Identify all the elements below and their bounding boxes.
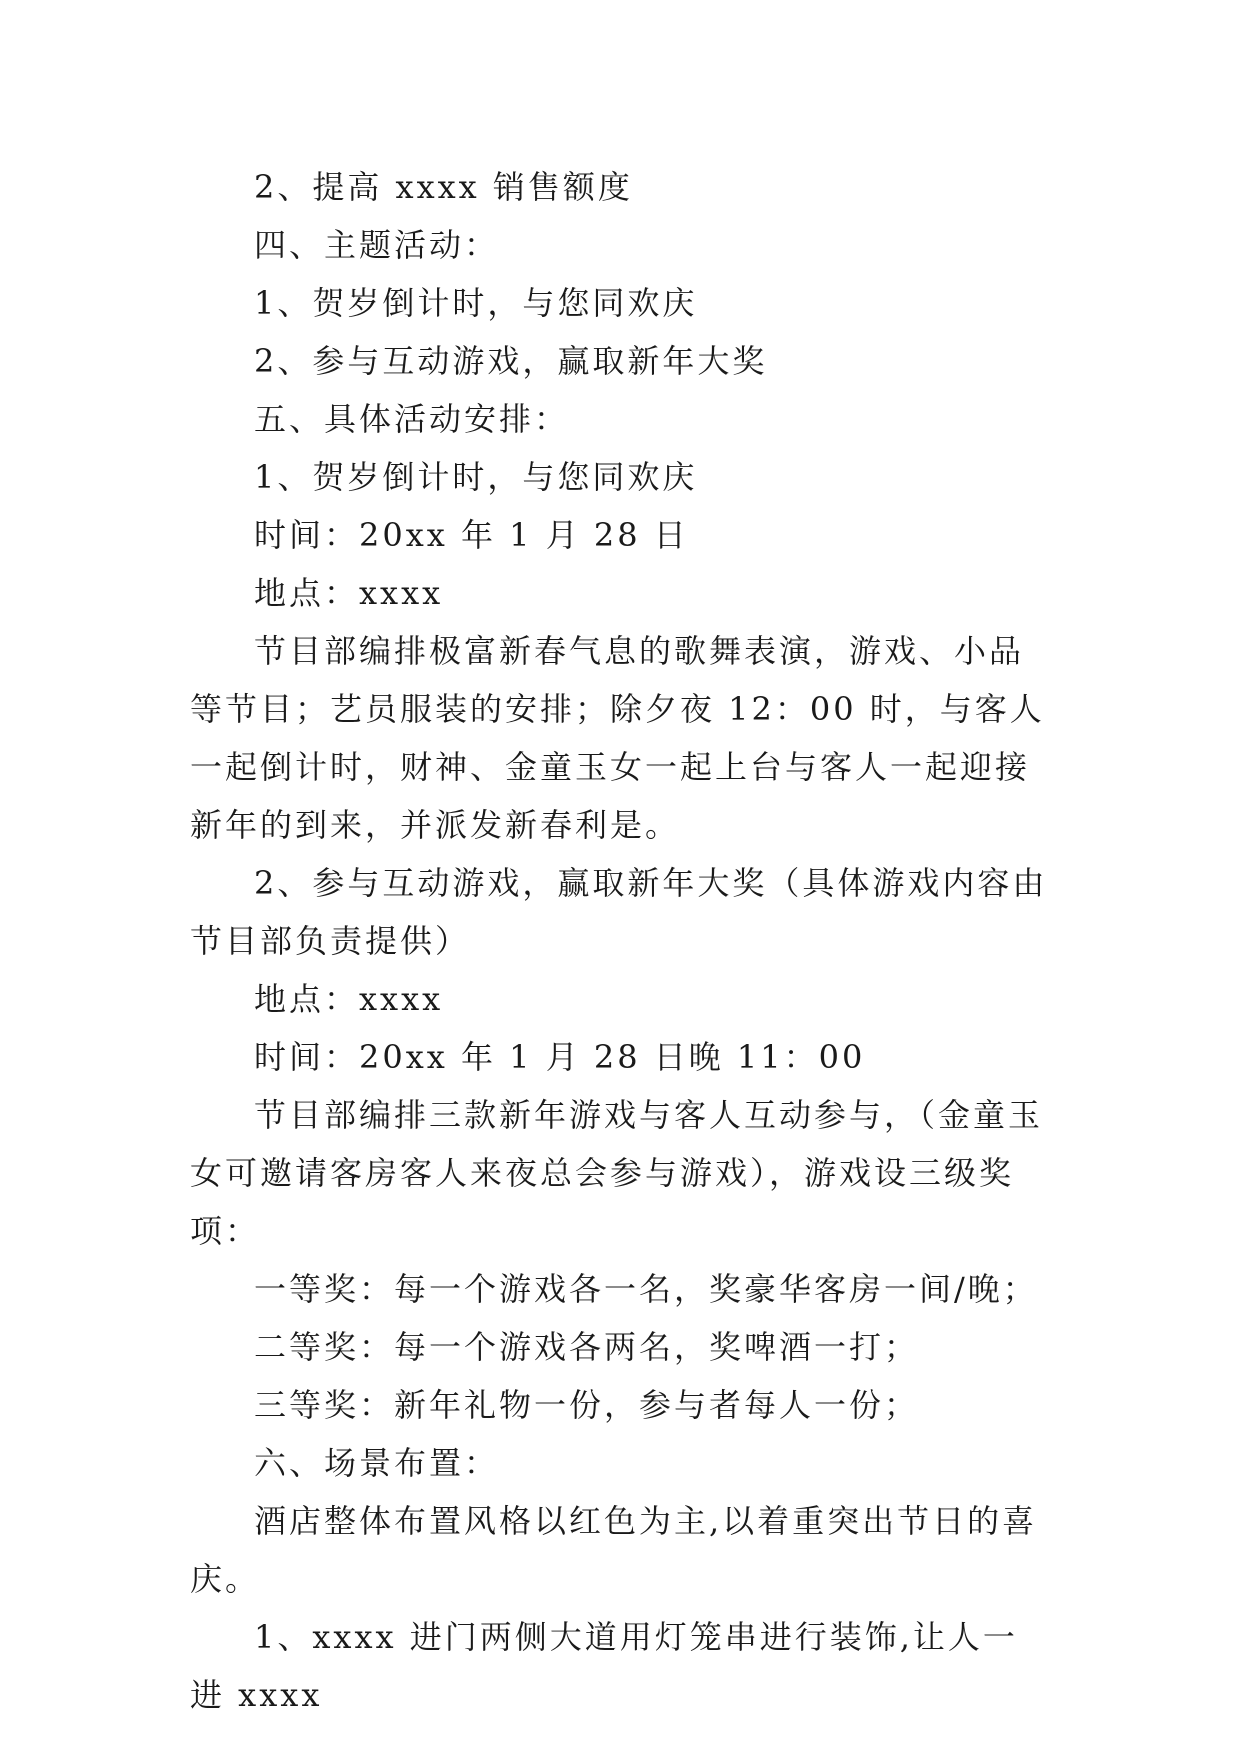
- paragraph: 节目部编排极富新春气息的歌舞表演，游戏、小品等节目；艺员服装的安排；除夕夜 12：00 时，与客人一起倒计时，财神、金童玉女一起上台与客人一起迎接新年的到来，并派发新春利是。: [190, 632, 1045, 844]
- paragraph: 三等奖：新年礼物一份，参与者每人一份；: [254, 1386, 920, 1424]
- paragraph: 2、参与互动游戏，赢取新年大奖（具体游戏内容由节目部负责提供）: [190, 864, 1048, 960]
- paragraph: 地点：xxxx: [254, 980, 444, 1018]
- paragraph: 1、贺岁倒计时，与您同欢庆: [254, 284, 698, 322]
- paragraph: 2、提高 xxxx 销售额度: [254, 168, 633, 206]
- paragraph: 1、贺岁倒计时，与您同欢庆: [254, 458, 698, 496]
- paragraph: 节目部编排三款新年游戏与客人互动参与，（金童玉女可邀请客房客人来夜总会参与游戏），游戏设三级奖项：: [190, 1096, 1044, 1250]
- paragraph: 时间：20xx 年 1 月 28 日: [254, 516, 689, 554]
- section-heading: 五、具体活动安排：: [254, 400, 570, 438]
- section-heading: 六、场景布置：: [254, 1444, 500, 1482]
- document-body: [190, 158, 1050, 1724]
- paragraph: 一等奖：每一个游戏各一名，奖豪华客房一间/晚；: [254, 1270, 1038, 1308]
- paragraph: 酒店整体布置风格以红色为主,以着重突出节日的喜庆。: [190, 1502, 1038, 1598]
- paragraph: 地点：xxxx: [254, 574, 444, 612]
- section-heading: 四、主题活动：: [254, 226, 500, 264]
- paragraph: 1、xxxx 进门两侧大道用灯笼串进行装饰,让人一进 xxxx: [190, 1618, 1018, 1714]
- paragraph: 二等奖：每一个游戏各两名，奖啤酒一打；: [254, 1328, 920, 1366]
- paragraph: 时间：20xx 年 1 月 28 日晚 11：00: [254, 1038, 866, 1076]
- paragraph: 2、参与互动游戏，赢取新年大奖: [254, 342, 768, 380]
